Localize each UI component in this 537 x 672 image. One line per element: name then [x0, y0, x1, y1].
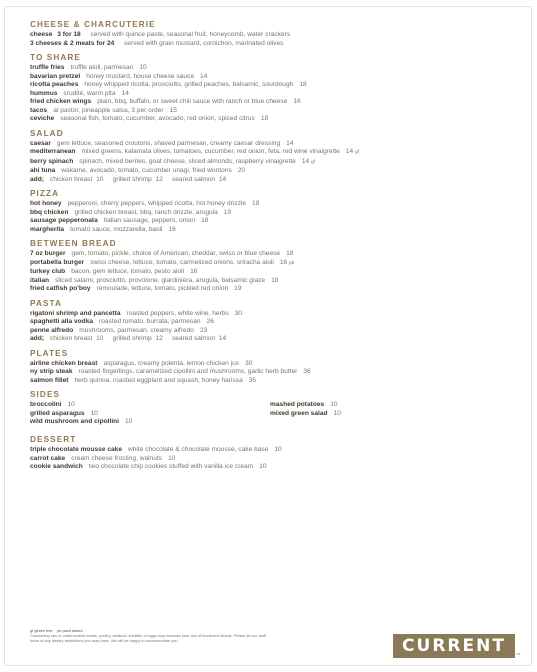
item-description: gem, tomato, pickle, choice of American, cheddar, swiss or blue cheese: [71, 250, 281, 257]
section-title: SALAD: [30, 128, 64, 138]
menu-item: [30, 167, 510, 176]
item-name: add;: [30, 175, 44, 183]
item-description: al pastor, pineapple salsa, 3 per order: [53, 106, 164, 114]
menu-item: [30, 455, 510, 464]
item-description: herb quinoa, roasted eggplant and squash, honey harissa: [74, 376, 243, 384]
menu-item: [30, 446, 510, 455]
item-price: 10: [274, 446, 282, 453]
item-description: tomato sauce, mozzarella, basil: [70, 225, 163, 233]
menu-item: [30, 418, 132, 427]
item-name: cookie sandwich: [30, 463, 83, 470]
trademark: TM: [516, 652, 521, 656]
item-description: gem lettuce, seasoned croutons, shaved parmesan, creamy caesar dressing: [56, 139, 281, 147]
section-sides: [30, 390, 510, 430]
dietary-tag: pb: [289, 260, 295, 266]
item-name: turkey club: [30, 268, 66, 275]
item-price: 15: [169, 106, 177, 114]
item-description: seasonal fish, tomato, cucumber, avocado, red onion, spiced citrus: [60, 115, 255, 122]
item-price: 30: [234, 309, 243, 317]
item-price: 16: [293, 98, 301, 105]
item-name: mediterranean: [30, 148, 76, 155]
menu-item: [270, 410, 341, 419]
item-name: add;: [30, 335, 44, 342]
menu-item: [30, 200, 510, 209]
menu-item: [30, 148, 510, 158]
menu-item: [30, 158, 510, 168]
item-name: mashed potatoes: [270, 401, 325, 408]
section-pasta: [30, 299, 510, 344]
section-title: BETWEEN BREAD: [30, 239, 117, 248]
item-name: ny strip steak: [30, 368, 73, 375]
item-price: 10: [67, 401, 75, 408]
item-price: 19: [223, 208, 232, 216]
menu-item: [30, 401, 132, 410]
item-name: spaghetti alla vodka: [30, 318, 94, 325]
section-dessert: [30, 435, 510, 472]
menu-item: [30, 107, 510, 116]
item-price: 18: [286, 250, 294, 257]
item-description: grilled chicken breast, bbq, ranch drizzle, arugula: [74, 208, 218, 216]
item-description: chicken breast 10 grilled shrimp 12 seared salmon 14: [49, 175, 227, 183]
footnote: [30, 628, 330, 643]
section-title: PASTA: [30, 298, 63, 308]
item-name: italian: [30, 276, 50, 284]
item-name: carrot cake: [30, 454, 66, 462]
item-price: 36: [303, 368, 311, 375]
brand-logo: CURRENT: [393, 634, 515, 658]
item-description: served with quince paste, seasonal fruit, honeycomb, water crackers: [90, 31, 291, 38]
dietary-tag: gf: [355, 150, 360, 155]
menu-item: [30, 31, 510, 40]
item-price: 14: [301, 157, 310, 165]
item-name: 3 cheeses & 2 meats for 24: [30, 39, 115, 47]
item-name: ricotta peaches: [30, 81, 79, 88]
menu-item: [30, 259, 510, 269]
item-price: 10: [333, 409, 341, 417]
item-name: bbq chicken: [30, 208, 69, 216]
item-description: roasted tomato, burrata, parmesan: [99, 318, 201, 325]
section-to-share: [30, 53, 510, 124]
item-price: 10: [125, 418, 133, 425]
food-safety-warning-2: know of any dietary restrictions you may have. We will be happy to accommodate you.: [30, 638, 179, 643]
item-price: 10: [90, 409, 98, 417]
menu-item: [30, 209, 510, 218]
menu-item: [30, 377, 510, 386]
dietary-tag: gf: [311, 159, 316, 165]
item-description: italian sausage, peppers, onion: [103, 217, 196, 224]
item-price: 18: [299, 81, 307, 88]
item-description: swiss cheese, lettuce, tomato, carmelized onions, sriracha aioli: [90, 258, 274, 266]
item-description: chicken breast 10 grilled shrimp 12 seared salmon 14: [49, 335, 227, 342]
item-name: mixed green salad: [270, 409, 328, 417]
item-description: spinach, mixed berries, goat cheese, sliced almonds, raspberry vinaigrette: [79, 157, 296, 165]
menu-item: [30, 64, 510, 73]
item-price: 10: [168, 454, 176, 462]
menu-item: [30, 318, 510, 327]
menu-item: [30, 360, 510, 369]
section-title: PIZZA: [30, 189, 60, 198]
menu-item: [270, 401, 341, 410]
menu-item: [30, 250, 510, 259]
item-price: 10: [330, 401, 338, 408]
item-name: portabella burger: [30, 258, 85, 266]
section-cheese-charcuterie: [30, 20, 510, 48]
item-description: honey whipped ricotta, prosciutto, grilled peaches, balsamic, sourdough: [84, 81, 294, 88]
item-name: hot honey: [30, 200, 62, 207]
section-salad: [30, 129, 510, 185]
section-title: CHEESE & CHARCUTERIE: [30, 20, 156, 29]
menu-item: [30, 285, 510, 294]
item-name: berry spinach: [30, 157, 74, 165]
section-title: TO SHARE: [30, 53, 81, 62]
item-name: fried chicken wings: [30, 98, 92, 105]
item-price: 14: [121, 89, 129, 97]
item-price: 30: [245, 359, 253, 367]
menu-item: [30, 81, 510, 90]
item-price: 14: [286, 139, 294, 147]
item-name: wild mushroom and cipollini: [30, 418, 120, 425]
item-price: 10: [139, 64, 147, 71]
item-price: 35: [248, 376, 257, 384]
item-name: 7 oz burger: [30, 250, 66, 257]
item-name: truffle fries: [30, 64, 65, 71]
item-description: remoulade, lettuce, tomato, pickled red onion: [96, 285, 229, 292]
dietary-legend: gf gluten free pb plant based: [30, 628, 83, 633]
item-name: penne alfredo: [30, 326, 74, 334]
sides-right-column: [270, 401, 341, 418]
menu-item: [30, 268, 510, 277]
item-name: tacos: [30, 106, 48, 114]
item-description: asparagus, creamy polenta, lemon chicken jus: [103, 359, 240, 367]
item-price: 14: [200, 72, 208, 80]
item-description: pepperoni, cherry peppers, whipped ricotta, hot honey drizzle: [67, 200, 247, 207]
item-name: salmon fillet: [30, 376, 69, 384]
item-description: honey mustard, house cheese sauce: [86, 72, 194, 80]
item-description: cream cheese frosting, walnuts: [71, 454, 163, 462]
menu-item: [30, 310, 510, 319]
item-description: bacon, gem lettuce, tomato, pesto aioli: [71, 268, 185, 275]
item-price: 14: [345, 148, 354, 155]
item-description: sliced salami, prosciutto, provolone, giardiniera, arugula, balsamic glaze: [55, 276, 266, 284]
menu-item: [30, 410, 132, 419]
item-name: airline chicken breast: [30, 359, 98, 367]
section-between-bread: [30, 239, 510, 294]
menu-item: [30, 73, 510, 82]
item-description: plain, bbq, buffalo, or sweet chili sauce with ranch or blue cheese: [97, 98, 288, 105]
item-description: two chocolate chip cookies stuffed with vanilla ice cream: [88, 463, 254, 470]
menu-item: [30, 90, 510, 99]
menu-item: [30, 226, 510, 235]
item-name: fried catfish po'boy: [30, 285, 91, 292]
item-price: 18: [252, 200, 260, 207]
sides-grid: [30, 401, 510, 430]
item-price: 16: [168, 225, 176, 233]
item-price: 26: [206, 318, 214, 325]
item-name: caesar: [30, 139, 51, 147]
menu-item: [30, 140, 510, 149]
menu-item: [30, 115, 510, 124]
item-description: mushrooms, parmesan, creamy alfredo: [79, 326, 194, 334]
section-plates: [30, 349, 510, 386]
item-description: white chocolate & chocolate mousse, cake base: [127, 446, 269, 453]
item-description: wakame, avocado, tomato, cucumber unagi, fried wontons: [61, 167, 232, 174]
menu-item: [30, 335, 510, 344]
item-price: 19: [234, 285, 242, 292]
item-name: margherita: [30, 225, 65, 233]
item-description: roasted fingerlings, caramelized cipollini and mushrooms, garlic herb butter: [78, 368, 298, 375]
item-description: roasted peppers, white wine, herbs: [126, 309, 229, 317]
item-name: grilled asparagus: [30, 409, 85, 417]
menu-item: [30, 327, 510, 336]
item-price: 18: [260, 115, 269, 122]
item-name: triple chocolate mousse cake: [30, 446, 122, 453]
item-name: sausage pepperonata: [30, 217, 98, 224]
item-price: 18: [201, 217, 209, 224]
menu-item: [30, 98, 510, 107]
item-name: bavarian pretzel: [30, 72, 81, 80]
menu-item: [30, 40, 510, 49]
section-title: DESSERT: [30, 435, 77, 444]
item-price: 18: [271, 276, 279, 284]
item-price: 16: [190, 268, 198, 275]
item-price: 23: [199, 326, 208, 334]
item-name: ahi tuna: [30, 167, 56, 174]
item-description: truffle aioli, parmesan: [70, 64, 134, 71]
item-price: 10: [259, 463, 267, 470]
menu-item: [30, 217, 510, 226]
item-name: cheese: [30, 31, 53, 38]
section-title: SIDES: [30, 390, 61, 399]
section-pizza: [30, 189, 510, 234]
item-name: hummus: [30, 89, 58, 97]
menu-item: [30, 368, 510, 377]
item-description: served with grain mustard, cornichon, marinated olives: [124, 39, 284, 47]
item-name-extra: 3 for 18: [57, 31, 81, 38]
item-price: 16: [279, 258, 288, 266]
item-name: rigatoni shrimp and pancetta: [30, 309, 121, 317]
item-name: ceviche: [30, 115, 55, 122]
item-description: crudité, warm pita: [63, 89, 116, 97]
item-name: broccolini: [30, 401, 62, 408]
food-safety-warning: Consuming raw or undercooked meats, poultry, seafood, shellfish or eggs may increase your risk of foodborne illness. Please let our staff: [30, 633, 266, 638]
section-title: PLATES: [30, 348, 69, 358]
menu-item: [30, 463, 510, 472]
menu: [30, 20, 510, 477]
item-price: 20: [237, 167, 246, 174]
menu-item: [30, 277, 510, 286]
sides-left-column: [30, 401, 132, 427]
item-description: mixed greens, kalamata olives, tomatoes, cucumber, red onion, feta, red wine vinaigrette: [81, 148, 340, 155]
menu-item: [30, 176, 510, 185]
